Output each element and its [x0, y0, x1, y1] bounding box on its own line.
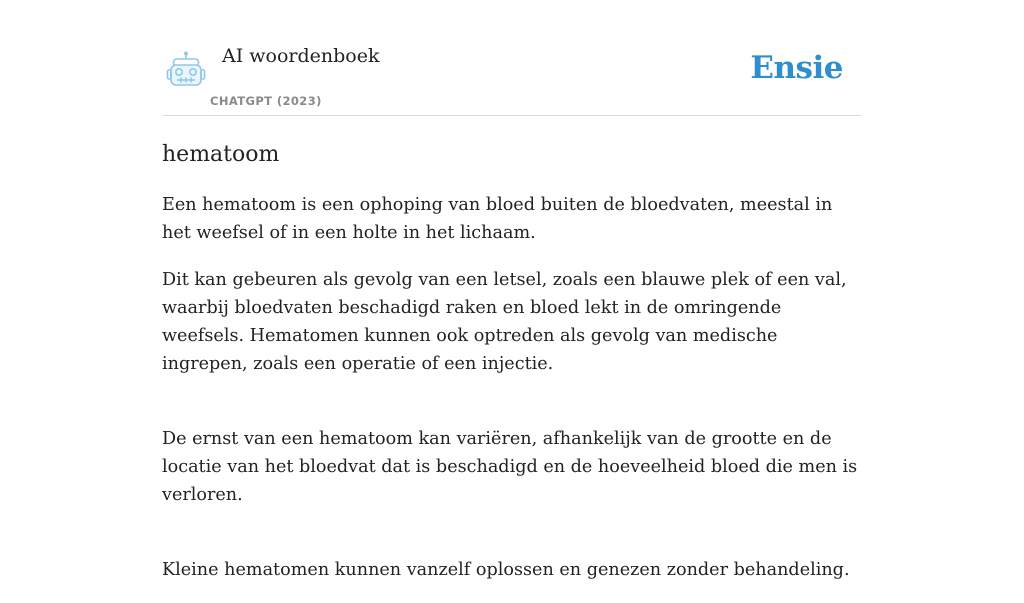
entry-term: hematoom [162, 142, 280, 167]
source-title[interactable]: AI woordenboek [222, 45, 380, 67]
definition-paragraph: De ernst van een hematoom kan variëren, afhankelijk van de grootte en de locatie van het bloedvat dat is beschadigd en de hoeveelheid bloed die men is verloren. [162, 429, 858, 505]
definition-paragraph: Dit kan gebeuren als gevolg van een letsel, zoals een blauwe plek of een val, waarbij bloedvaten beschadigd raken en bloed lekt in de omringende weefsels. Hematomen kunnen ook optreden als gevolg van medische ingrepen, zoals een operatie of een injectie. [162, 270, 847, 374]
definition-paragraph: Een hematoom is een ophoping van bloed buiten de bloedvaten, meestal in het weefsel of in een holte in het lichaam. [162, 195, 833, 243]
entry-body [162, 191, 862, 584]
definition-paragraph: Kleine hematomen kunnen vanzelf oplossen en genezen zonder behandeling. [162, 560, 850, 580]
header [162, 0, 862, 116]
source-subtitle: CHATGPT (2023) [210, 94, 322, 108]
page [162, 0, 862, 603]
robot-icon [166, 51, 206, 89]
ensie-logo[interactable]: Ensie [750, 50, 843, 86]
